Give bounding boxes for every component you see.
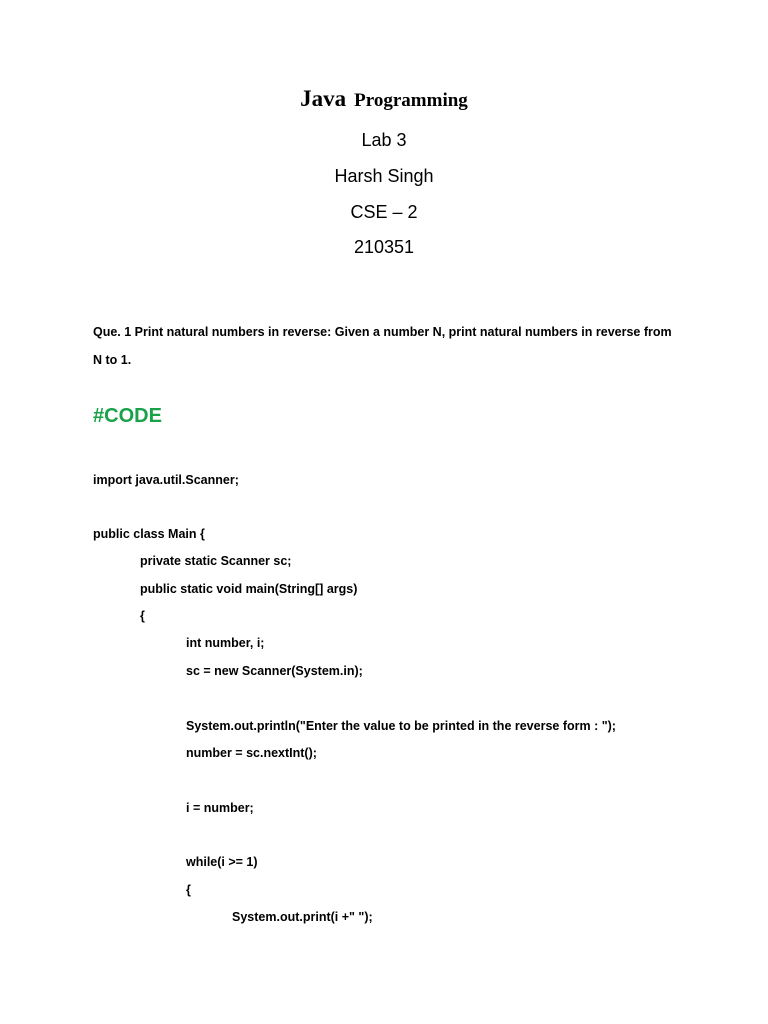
- title-word-java: Java: [300, 86, 347, 111]
- code-line: public class Main {: [93, 527, 205, 541]
- branch: CSE – 2: [350, 202, 418, 222]
- lab-number: Lab 3: [361, 130, 407, 150]
- code-line: number = sc.nextInt();: [186, 746, 317, 760]
- title-word-programming: Programming: [354, 90, 468, 111]
- question-text: Que. 1 Print natural numbers in reverse: Given a number N, print natural numbers in reverse from N to 1.: [93, 325, 672, 367]
- code-heading: #CODE: [93, 405, 162, 427]
- document-title: [0, 86, 768, 112]
- code-line: i = number;: [186, 801, 254, 815]
- author-name: Harsh Singh: [334, 166, 434, 186]
- roll-number: 210351: [353, 237, 415, 257]
- code-line: int number, i;: [186, 636, 265, 650]
- code-line: System.out.print(i +" ");: [232, 910, 373, 924]
- code-line: System.out.println("Enter the value to be printed in the reverse form : ");: [186, 719, 616, 733]
- code-line: sc = new Scanner(System.in);: [186, 664, 363, 678]
- code-line: private static Scanner sc;: [140, 554, 292, 568]
- code-line: while(i >= 1): [186, 855, 258, 869]
- code-line: import java.util.Scanner;: [93, 473, 239, 487]
- code-line: {: [186, 883, 191, 897]
- code-line: {: [140, 609, 145, 623]
- code-line: public static void main(String[] args): [140, 582, 358, 596]
